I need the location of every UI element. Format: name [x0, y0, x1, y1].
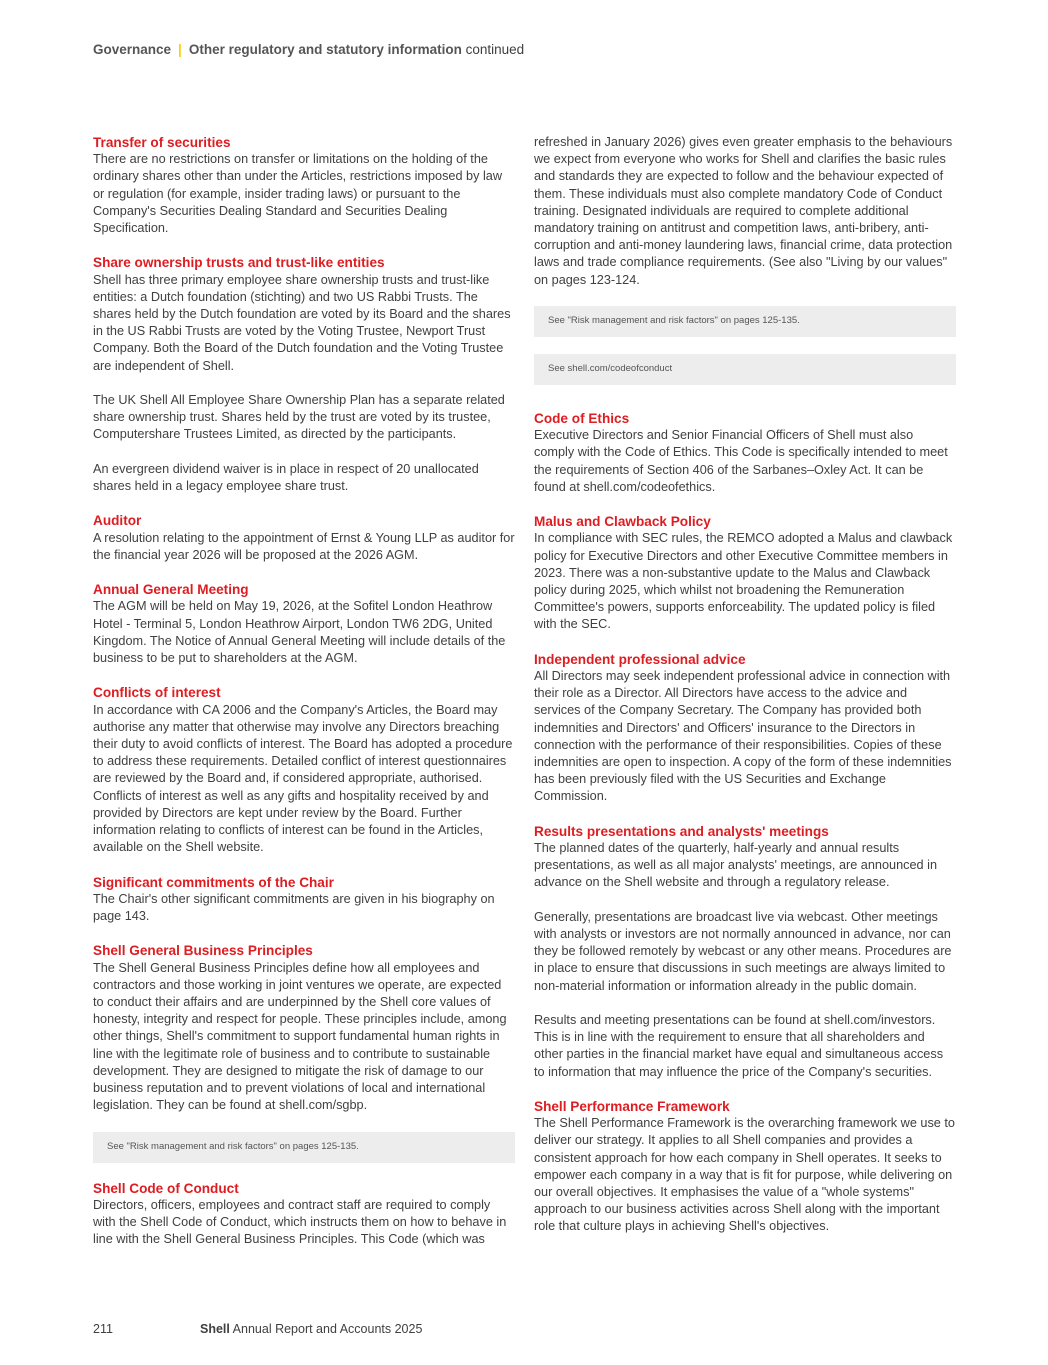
section-heading: Results presentations and analysts' meetings	[534, 823, 829, 839]
section-text: There are no restrictions on transfer or limitations on the holding of the ordinary shares other than under the Articles, restrictions imposed by law or regulation (for example, insider trading laws) or pursuant to the Company's Securities Dealing Standard and Securities Dealing Specification.	[93, 152, 503, 236]
section-text: Results and meeting presentations can be found at shell.com/investors. This is in line with the requirement to ensure that all shareholders and other parties in the financial market have equal and simultaneous access to information that may influence the price of the Company's securities.	[534, 1013, 944, 1079]
section-heading: Share ownership trusts and trust-like entities	[93, 255, 385, 271]
section-heading: Independent professional advice	[534, 651, 746, 667]
section-performance-framework	[534, 1098, 956, 1236]
section-heading: Shell Performance Framework	[534, 1099, 730, 1115]
section-text: Generally, presentations are broadcast live via webcast. Other meetings with analysts or investors are not normally announced in advance, nor can they be followed remotely by webcast or any other means. Procedures are in place to ensure that discussions in such meetings are always limited to non-material information or information already in the public domain.	[534, 909, 952, 993]
header-separator: |	[178, 42, 182, 57]
section-text: A resolution relating to the appointment of Ernst & Young LLP as auditor for the financial year 2026 will be proposed at the 2026 AGM.	[93, 530, 515, 562]
section-heading: Annual General Meeting	[93, 582, 249, 598]
section-malus-clawback	[534, 513, 956, 633]
section-text: Directors, officers, employees and contract staff are required to comply with the Shell Code of Conduct, which instructs them on how to behave in line with the Shell General Business Principles. This Code (which was	[93, 1197, 507, 1247]
section-text: The Shell General Business Principles define how all employees and contractors and those working in joint ventures we operate, are expected to conduct their affairs and are underpinned by the Shell core values of honesty, integrity and respect for people. These principles include, among other things, Shell's commitment to support fundamental human rights in line with the legitimate role of business and to contribute to sustainable development. They are designed to mitigate the risk of damage to our business reputation and to prevent violations of local and international legislation. They can be found at shell.com/sgbp.	[93, 960, 507, 1113]
section-text: Executive Directors and Senior Financial Officers of Shell must also comply with the Code of Ethics. This Code is specifically intended to meet the requirements of Section 406 of the Sarbanes–Oxley Act. It can be found at shell.com/codeofethics.	[534, 428, 948, 494]
cross-reference-box: See shell.com/codeofconduct	[534, 354, 956, 385]
section-heading: Auditor	[93, 513, 142, 529]
section-text: The Shell Performance Framework is the overarching framework we use to deliver our strategy. It applies to all Shell companies and provides a consistent approach for how each company in Shell operates. It seeks to empower each company in a way that is fit for purpose, while delivering on our overall objectives. It emphasises the value of a "whole systems" approach to our business activities across Shell along with the important role that culture plays in achieving Shell's objectives.	[534, 1116, 955, 1234]
section-text: The planned dates of the quarterly, half-yearly and annual results presentations, as well as all major analysts' meetings, are announced in advance on the Shell website and through a regulatory release.	[534, 841, 938, 890]
footer-brand: Shell	[200, 1322, 230, 1336]
section-independent-advice	[534, 651, 956, 806]
section-heading: Transfer of securities	[93, 135, 231, 150]
section-code-of-ethics	[534, 410, 956, 496]
section-text: refreshed in January 2026) gives even greater emphasis to the behaviours we expect from everyone who works for Shell and clarifies the basic rules and standards they are expected to follow and the behaviour expected of them. These individuals must also complete mandatory Code of Conduct training. Designated individuals are required to complete additional mandatory training on antitrust and competition laws, anti-bribery, anti-corruption and anti-money laundering laws, financial crime, data protection laws and trade compliance requirements. (See also "Living by our values" on pages 123-124.	[534, 135, 953, 287]
section-code-of-conduct	[93, 1180, 515, 1249]
section-results-presentations	[534, 823, 956, 1081]
section-heading: Code of Ethics	[534, 411, 630, 427]
section-text: Shell has three primary employee share ownership trusts and trust-like entities: a Dutch foundation (stichting) and two US Rabbi Trusts. The shares held by the Dutch foundation are voted by its Board and the shares in the US Rabbi Trusts are voted by the Voting Trustee, Newport Trust Company. Both the Board of the Dutch foundation and the Voting Trustee are independent of Shell.	[93, 272, 511, 373]
section-heading: Shell Code of Conduct	[93, 1180, 239, 1196]
section-transfer-of-securities	[93, 134, 515, 237]
right-column	[534, 134, 956, 1253]
section-auditor	[93, 512, 515, 564]
section-text: The AGM will be held on May 19, 2026, at the Sofitel London Heathrow Hotel - Terminal 5, London Heathrow Airport, London TW6 2DG, United Kingdom. The Notice of Annual General Meeting will include details of the business to be put to shareholders at the AGM.	[93, 599, 506, 666]
cross-reference-box: See "Risk management and risk factors" on pages 125-135.	[93, 1132, 515, 1163]
cross-reference-box: See "Risk management and risk factors" on pages 125-135.	[534, 306, 956, 337]
section-text: An evergreen dividend waiver is in place in respect of 20 unallocated shares held in a legacy employee share trust.	[93, 461, 479, 494]
section-text: All Directors may seek independent professional advice in connection with their role as a Director. All Directors have access to the advice and services of the Company Secretary. The Company has provided both indemnities and Directors' and Officers' insurance to the Directors in connection with the performance of their responsibilities. Copies of these indemnities are open to inspection. A copy of the form of these indemnities has been previously filed with the US Securities and Exchange Commission.	[534, 669, 952, 804]
section-code-of-conduct-continued	[534, 134, 956, 289]
section-text: The UK Shell All Employee Share Ownership Plan has a separate related share ownership trust. Shares held by the trust are voted by its trustee, Computershare Trustees Limited, as directed by the participants.	[93, 393, 505, 442]
header-suffix: continued	[465, 42, 525, 57]
section-chair-commitments	[93, 874, 515, 926]
section-text: The Chair's other significant commitments are given in his biography on page 143.	[93, 891, 495, 924]
header-title: Other regulatory and statutory information	[188, 42, 462, 57]
left-column	[93, 134, 515, 1266]
section-heading: Malus and Clawback Policy	[534, 514, 711, 530]
section-text: In accordance with CA 2006 and the Company's Articles, the Board may authorise any matter that otherwise may involve any Directors breaching their duty to avoid conflicts of interest. The Board has adopted a procedure to address these requirements. Detailed conflict of interest questionnaires are reviewed by the Board and, if considered appropriate, authorised. Conflicts of interest as well as any gifts and hospitality received by and provided by Directors are kept under review by the Board. Further information relating to conflicts of interest can be found in the Articles, available on the Shell website.	[93, 702, 513, 855]
page-footer	[93, 1322, 422, 1336]
footer-report-title: Annual Report and Accounts 2025	[232, 1322, 423, 1336]
section-heading: Shell General Business Principles	[93, 943, 313, 959]
header-section: Governance	[93, 42, 172, 57]
page-number: 211	[93, 1322, 113, 1336]
section-heading: Significant commitments of the Chair	[93, 874, 334, 890]
page-header	[93, 42, 524, 57]
section-general-business-principles	[93, 942, 515, 1114]
section-agm	[93, 581, 515, 667]
section-text: In compliance with SEC rules, the REMCO adopted a Malus and clawback policy for Executive Directors and other Executive Committee members in 2023. There was a non-substantive update to the Malus and Clawback policy during 2025, which whilst not broadening the Remuneration Committee's powers, supports enforceability. The updated policy is filed with the SEC.	[534, 531, 953, 632]
section-conflicts-of-interest	[93, 684, 515, 856]
section-share-ownership-trusts	[93, 254, 515, 495]
section-heading: Conflicts of interest	[93, 685, 221, 701]
